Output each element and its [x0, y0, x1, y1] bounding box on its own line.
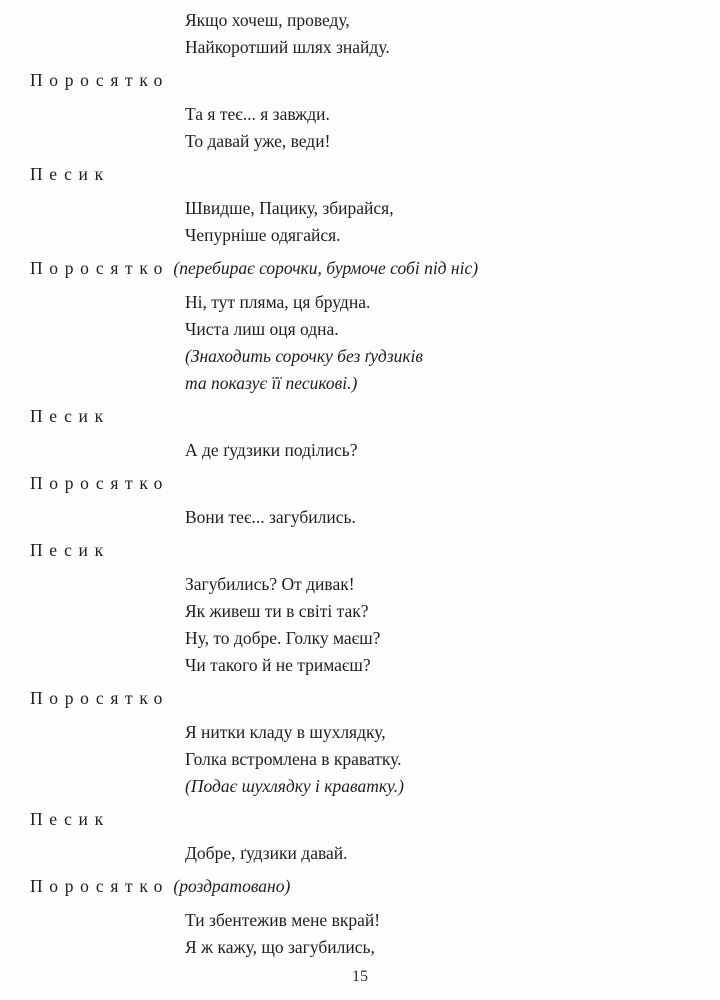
stage-direction-line: та показує її песикові.)	[185, 373, 358, 393]
dialogue-line: Ти збентежив мене вкрай!	[185, 910, 381, 930]
speaker-heading	[30, 67, 720, 94]
speaker-heading	[30, 255, 720, 282]
dialogue-line: Найкоротший шлях знайду.	[185, 37, 390, 57]
dialogue-line: То давай уже, веди!	[185, 131, 331, 151]
dialogue-line: Вони теє... загубились.	[185, 507, 356, 527]
page-number: 15	[352, 968, 368, 985]
play-script-text	[0, 7, 720, 961]
dialogue-line: Голка встромлена в краватку.	[185, 749, 402, 769]
stage-direction-line: (Подає шухлядку і краватку.)	[185, 776, 404, 796]
speaker-name: Поросятко	[30, 70, 170, 90]
speaker-name: Песик	[30, 540, 110, 560]
speaker-heading	[30, 537, 720, 564]
speaker-name: Поросятко	[30, 473, 170, 493]
speaker-name: Поросятко	[30, 688, 170, 708]
dialogue-line: Ні, тут пляма, ця брудна.	[185, 292, 371, 312]
speaker-heading	[30, 470, 720, 497]
dialogue-line: Добре, ґудзики давай.	[185, 843, 348, 863]
speaker-heading	[30, 806, 720, 833]
stage-direction: (перебирає сорочки, бурмоче собі під ніс)	[169, 258, 479, 278]
speaker-name: Поросятко	[30, 258, 170, 278]
stage-direction: (роздратовано)	[169, 876, 291, 896]
speaker-name: Песик	[30, 164, 110, 184]
dialogue-line: Чиста лиш оця одна.	[185, 319, 339, 339]
dialogue-line: Як живеш ти в світі так?	[185, 601, 369, 621]
dialogue-line: Я ж кажу, що загубились,	[185, 937, 375, 957]
dialogue-line: Швидше, Пацику, збирайся,	[185, 198, 394, 218]
dialogue-line: Я нитки кладу в шухлядку,	[185, 722, 386, 742]
dialogue-line: Чи такого й не тримаєш?	[185, 655, 371, 675]
speaker-heading	[30, 685, 720, 712]
dialogue-line: А де ґудзики поділись?	[185, 440, 358, 460]
speaker-name: Поросятко	[30, 876, 170, 896]
speaker-heading	[30, 161, 720, 188]
dialogue-line: Загубились? От дивак!	[185, 574, 355, 594]
dialogue-line: Чепурніше одягайся.	[185, 225, 341, 245]
speaker-name: Песик	[30, 809, 110, 829]
dialogue-line: Ну, то добре. Голку маєш?	[185, 628, 381, 648]
dialogue-line: Та я теє... я завжди.	[185, 104, 330, 124]
speaker-name: Песик	[30, 406, 110, 426]
speaker-heading	[30, 403, 720, 430]
stage-direction-line: (Знаходить сорочку без ґудзиків	[185, 346, 424, 366]
speaker-heading	[30, 873, 720, 900]
dialogue-line: Якщо хочеш, проведу,	[185, 10, 350, 30]
